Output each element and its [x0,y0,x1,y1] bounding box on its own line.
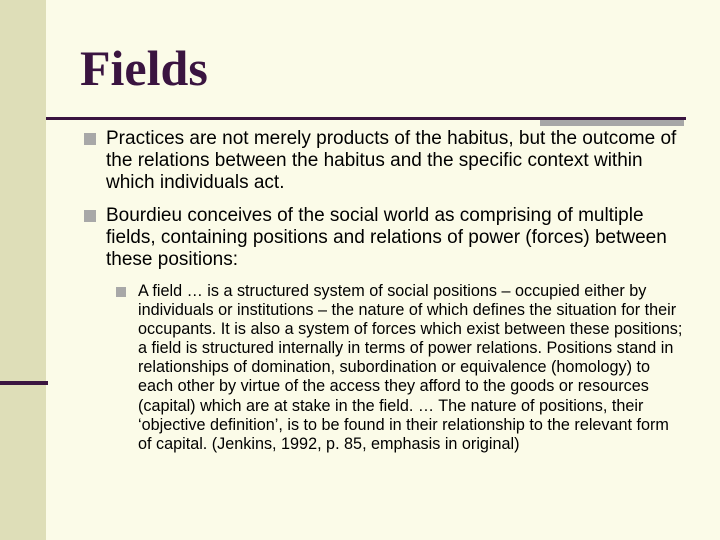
left-accent-rule [0,381,48,385]
bullet-social-world: Bourdieu conceives of the social world as comprising of multiple fields, containing positions and relations of power (forces) between these positions: [106,205,667,270]
bullet-square-icon [84,210,96,222]
left-decorative-band [0,0,46,540]
bullet-square-icon [84,133,96,145]
sub-bullet-square-icon [116,287,126,297]
title-divider [46,117,686,120]
bullet-practices: Practices are not merely products of the habitus, but the outcome of the relations between the habitus and the specific context within which individuals act. [106,128,677,193]
slide-title: Fields [80,40,208,96]
title-rule-shadow [540,120,684,126]
sub-bullet-field-quote: A field … is a structured system of social positions – occupied either by individuals or institutions – the nature of which defines the situation for their occupants. It is also a system of forces which exist between these positions; a field is structured internally in terms of power relations. Positions stand in relationships of domination, subordination or equivalence (homology) to each other by virtue of the access they afford to the goods or resources (capital) which are at stake in the field. … The nature of positions, their ‘objective definition’, is to be found in their relationship to the relevant form of capital. (Jenkins, 1992, p. 85, emphasis in original) [138,282,683,453]
